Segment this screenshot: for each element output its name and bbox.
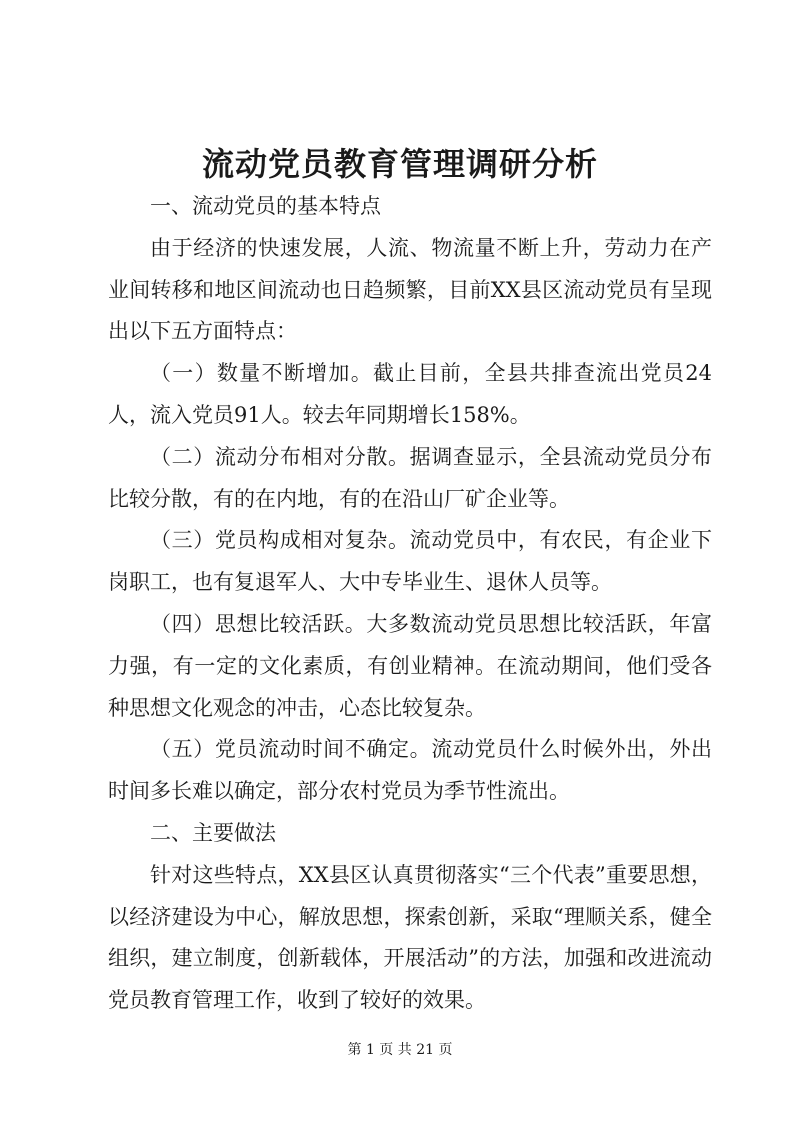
page-footer: 第 1 页 共 21 页 <box>347 1042 453 1058</box>
section-heading: 二、主要做法 <box>150 820 276 845</box>
paragraph: 针对这些特点，XX县区认真贯彻落实“三个代表”重要思想，以经济建设为中心，解放思想，探索创新，采取“理顺关系，健全组织，建立制度，创新载体，开展活动”的方法，加强和改进流动党员教育管理工作，收到了较好的效果。 <box>108 862 712 1013</box>
paragraph: 由于经济的快速发展，人流、物流量不断上升，劳动力在产业间转移和地区间流动也日趋频繁，目前XX县区流动党员有呈现出以下五方面特点： <box>108 235 712 344</box>
paragraph: （一）数量不断增加。截止目前，全县共排查流出党员24人，流入党员91人。较去年同期增长158%。 <box>108 361 712 427</box>
paragraph: （二）流动分布相对分散。据调查显示，全县流动党员分布比较分散，有的在内地，有的在沿山厂矿企业等。 <box>108 444 712 511</box>
paragraph: （四）思想比较活跃。大多数流动党员思想比较活跃，年富力强，有一定的文化素质，有创业精神。在流动期间，他们受各种思想文化观念的冲击，心态比较复杂。 <box>108 611 712 720</box>
paragraph: （五）党员流动时间不确定。流动党员什么时候外出，外出时间多长难以确定，部分农村党员为季节性流出。 <box>108 737 712 804</box>
section-heading: 一、流动党员的基本特点 <box>150 194 381 218</box>
paragraph: （三）党员构成相对复杂。流动党员中，有农民，有企业下岗职工，也有复退军人、大中专毕业生、退休人员等。 <box>108 528 712 595</box>
document-body <box>108 186 712 1022</box>
document-title: 流动党员教育管理调研分析 <box>201 145 598 183</box>
